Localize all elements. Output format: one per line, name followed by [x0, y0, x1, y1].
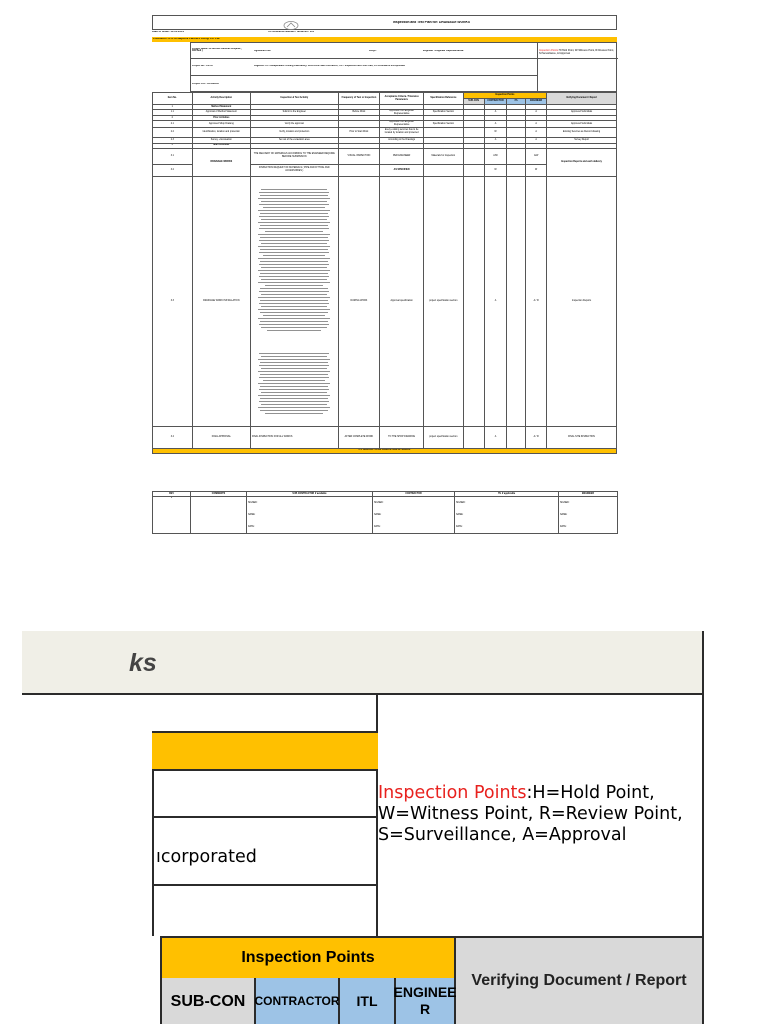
dense-text-lines — [255, 189, 333, 421]
cell-spec: Specification Section — [424, 110, 464, 116]
cell-engineer: A — [526, 137, 547, 143]
header-acceptance-criteria: Acceptance Criteria / Tolerance Parameters — [380, 93, 424, 105]
cell-item-no: 1.1 — [153, 110, 193, 116]
cell-frequency: AFTER COMPLETE WORK — [338, 426, 380, 448]
legend-label-zoom: Inspection Points — [378, 783, 527, 803]
title-fragment: ks — [129, 649, 157, 677]
cell-engineer: W — [526, 164, 547, 176]
signoff-cell: SIGNED: NAME: DATE: — [373, 497, 455, 534]
inspection-points-legend-zoom — [378, 783, 708, 846]
engineer-representative: Engineer / Engineer Representative: — [423, 50, 465, 52]
cell-activity-detail — [250, 176, 338, 426]
cell-contractor: A — [484, 110, 507, 116]
cell-frequency: VISUAL INSPECTION — [338, 148, 380, 164]
legend-label: Inspection Points: — [539, 49, 559, 52]
project-location: Project Loc.: ALSAARB — [192, 83, 219, 85]
cell-item-no: 3.1 — [153, 148, 193, 164]
signoff-header-comments: COMMENTS — [191, 492, 247, 497]
company-logo — [271, 17, 311, 29]
cell-verifying: Approved Submittals — [547, 121, 617, 127]
table-header-row — [153, 93, 617, 99]
itp-reference: ITP Reference Number / Serial No.: 001 — [268, 31, 315, 33]
table-row — [153, 176, 617, 426]
cell-activity: INSPECTION REQUEST OF MATERIALS ( PIPE AND FITTING AND ACCESSORIES ) — [250, 164, 338, 176]
cell-engineer: A / R — [526, 426, 547, 448]
cell-engineer: A / R — [526, 176, 547, 426]
cell-engineer: A — [526, 121, 547, 127]
cell-contractor: A — [484, 426, 507, 448]
header-itl: ITL — [507, 99, 526, 105]
cell-contractor: A — [484, 137, 507, 143]
cell-item-no: 3.4 — [153, 426, 193, 448]
header-activity-description: Activity Description — [192, 93, 250, 105]
signoff-header-rev: REV — [153, 492, 191, 497]
cell-frequency: Before Work — [338, 110, 380, 116]
cell-activity: Verify the approval — [250, 121, 338, 127]
cell-contractor: A — [484, 176, 507, 426]
cell-description: Main Activities — [192, 143, 250, 148]
cell-activity: Set out of the excavation area — [250, 137, 338, 143]
table-row — [153, 426, 617, 448]
signoff-header-itl: ITL if applicable — [455, 492, 559, 497]
cell-description: Method Statement — [192, 105, 250, 110]
cell-contractor: W — [484, 164, 507, 176]
sheet-title-bar — [152, 15, 617, 30]
project-no: Project No.: C0517 — [192, 65, 214, 67]
cell-activity: Verify, location and protection — [250, 127, 338, 137]
cell-acceptance: TO THE SHOP DRAWING — [380, 426, 424, 448]
cell-description: Approved Shop Drawing — [192, 121, 250, 127]
cell-activity: THE DELIVERY OF MATERIALS ACCORDING TO THE ENGINEER REQUIRE BEFORE SUBMISSION — [250, 148, 338, 164]
completion-row — [153, 448, 617, 453]
signoff-header-subcontractor: SUB CONTRACTOR if available — [247, 492, 373, 497]
cell-description: DRAINAGE WORKS — [192, 148, 250, 176]
cell-verifying: Approved Submittals — [547, 110, 617, 116]
completion-banner: ITP SIGN-OFF UPON COMPLETION OF WORKS — [153, 448, 617, 453]
legend-text-zoom: :H=Hold Point, W=Witness Point, R=Review Point, S=Surveillance, A=Approval — [378, 783, 683, 845]
cell-spec: project specification section — [424, 176, 464, 426]
title-band — [22, 631, 704, 695]
cell-acceptance: Every existing services has to be located by location and protected — [380, 127, 424, 137]
cell-spec: project specification section — [424, 426, 464, 448]
cell-acceptance: According to the Drawings — [380, 137, 424, 143]
header-sub-con: SUB-CON — [463, 99, 484, 105]
signoff-table — [152, 491, 618, 534]
cell-acceptance: Approved from Engineer Representative — [380, 121, 424, 127]
cell-verifying: Inspection Reports and each delivery — [547, 148, 617, 176]
signoff-cell: SIGNED: NAME: DATE: — [559, 497, 618, 534]
cell-spec: Materials for Inspection — [424, 148, 464, 164]
cell-description: Approval of Method Statement — [192, 110, 250, 116]
incorporated-fragment: ıcorporated — [156, 847, 257, 867]
cell-acceptance: Approval specification — [380, 176, 424, 426]
cell-description: Prior Activities — [192, 116, 250, 121]
signoff-header-contractor: CONTRACTOR — [373, 492, 455, 497]
row-divider — [152, 884, 378, 886]
cell-acceptance: AS SPECIFIED — [380, 164, 424, 176]
project-name: Project Name: ALSAARB General Hospital ( 300 Bed ) — [192, 48, 242, 53]
legend-text: H=Hold Point, W=Witness Point, R=Review Point, S=Surveillance, A=Approval — [539, 49, 614, 55]
zoomed-detail — [22, 631, 768, 1024]
cell-description: Identification, location and protection — [192, 127, 250, 137]
cell-item-no: 2.3 — [153, 137, 193, 143]
cell-spec: Specification Section — [424, 121, 464, 127]
signoff-row: 0 SIGNED: NAME: DATE: SIGNED: NAME: DATE: SIGNED: NAME: DATE: SIGNED: NAME: DATE: — [153, 497, 618, 534]
itp-table — [152, 92, 617, 454]
cell-acceptance: PER ENGINEER — [380, 148, 424, 164]
contractor-bar-zoom — [152, 731, 378, 771]
header-inspection-activity: Inspection & Test Activity — [250, 93, 338, 105]
cell-item-no: 3.2 — [153, 164, 193, 176]
itl-header-zoom: ITL — [340, 978, 396, 1024]
cell-activity: Submit to the Engineer — [250, 110, 338, 116]
logo-emblem-icon — [283, 21, 299, 30]
title-subject: DRAINAGE WORKS — [438, 21, 471, 24]
header-contractor: CONTRACTOR — [484, 99, 507, 105]
cell-item-no: 1 — [153, 105, 193, 110]
row-divider — [152, 816, 378, 818]
verifying-document-header-zoom: Verifying Document / Report — [456, 936, 704, 1024]
boq-no: BOQ#: — [369, 50, 377, 52]
legends-text: Legends: ITL=Independent Testing Laboratory, SUB-CON=Sub Contractor, ITP= Inspection and Test Plan, CI=Comments Incorporated — [254, 65, 406, 67]
cell-description: Survey + Excavation — [192, 137, 250, 143]
cell-description: FINAL APPROVAL — [192, 426, 250, 448]
title-prefix: Inspection and Test Plan for: — [393, 21, 439, 24]
header-inspection-points: Inspection Points — [463, 93, 546, 99]
cell-item-no: 3.3 — [153, 176, 193, 426]
header-item-no: Item No. — [153, 93, 193, 105]
cell-frequency: DURING WORK — [338, 176, 380, 426]
cell-description: DRAINAGE WORK INSTALLATION — [192, 176, 250, 426]
date-of-issue: Date of Issue: 11-12-2014 — [152, 31, 184, 33]
inspection-points-header-zoom: Inspection Points — [160, 936, 456, 980]
cell-contractor: A — [484, 121, 507, 127]
cell-engineer: A — [526, 110, 547, 116]
sub-con-header-zoom: SUB-CON — [160, 978, 256, 1024]
cell-contractor: W — [484, 127, 507, 137]
agreement-no: Agreement No: — [254, 50, 272, 52]
signoff-cell: SIGNED: NAME: DATE: — [455, 497, 559, 534]
cell-item-no: 2 — [153, 116, 193, 121]
cell-verifying: Inspection Reports — [547, 176, 617, 426]
cell-verifying: Survey Report — [547, 137, 617, 143]
itp-sheet-thumbnail — [152, 15, 617, 529]
table-row — [153, 127, 617, 137]
cell-contractor: A/W — [484, 148, 507, 164]
cell-engineer: A — [526, 127, 547, 137]
cell-item-no: 3 — [153, 143, 193, 148]
cell-verifying: FINAL SITE INSPECTION — [547, 426, 617, 448]
cell-item-no: 2.2 — [153, 127, 193, 137]
inspection-points-legend — [539, 49, 617, 55]
cell-item-no: 2.1 — [153, 121, 193, 127]
cell-frequency: Prior to Start Work — [338, 127, 380, 137]
sheet-title — [393, 21, 470, 24]
cell-acceptance: Approved from Engineer Representative — [380, 110, 424, 116]
cell-verifying: Existing Services as Record drawing — [547, 127, 617, 137]
header-frequency: Frequency of Test or Inspection — [338, 93, 380, 105]
header-specification-reference: Specification Reference — [424, 93, 464, 105]
engineer-header-zoom: ENGINEE R — [396, 978, 456, 1024]
signoff-header-engineer: ENGINEER — [559, 492, 618, 497]
cell-activity: FINAL INSPECTION FOR ALL WORKS — [250, 426, 338, 448]
contractor-name: Contractor: A.S. Al-Sayed & Partners Contg. Co. Ltd. — [153, 38, 220, 40]
header-engineer: ENGINEER — [526, 99, 547, 105]
project-info-block — [190, 42, 617, 92]
contractor-header-zoom: CONTRACTOR — [256, 978, 340, 1024]
table-row — [153, 148, 617, 164]
signoff-cell: SIGNED: NAME: DATE: — [247, 497, 373, 534]
header-verifying-document: Verifying Document / Report — [547, 93, 617, 105]
cell-engineer: A/W — [526, 148, 547, 164]
